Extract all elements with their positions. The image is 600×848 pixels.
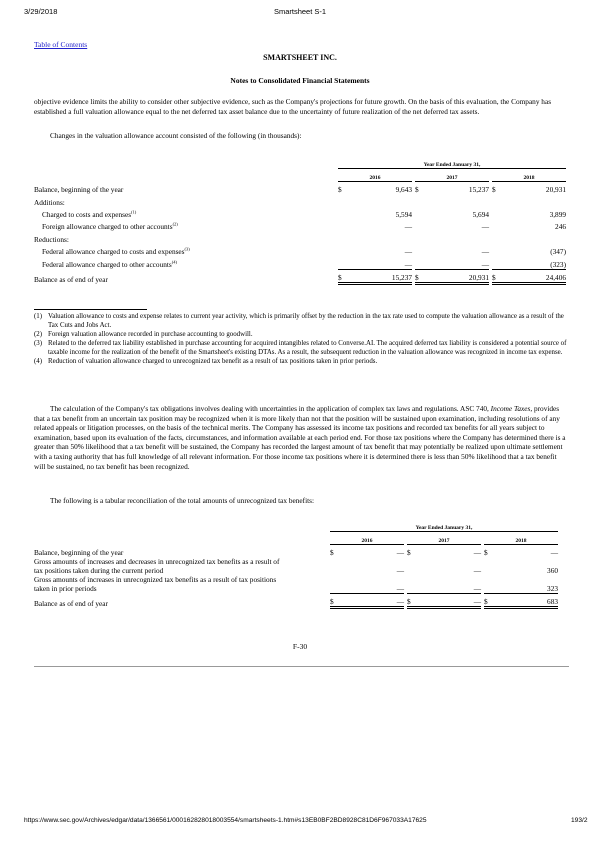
table-row: Balance, beginning of the year $ 9,643 $ 15,237 $ 20,931 bbox=[34, 185, 566, 195]
period-header: Year Ended January 31, bbox=[338, 156, 566, 169]
unrecognized-tax-benefits-table bbox=[34, 519, 558, 609]
table-row-total: Balance as of end of year $ 15,237 $ 20,931 $ 24,406 bbox=[34, 269, 566, 283]
table-row: Federal allowance charged to costs and expenses$^{(3)}$ — — (347) bbox=[42, 246, 566, 257]
paragraph-reconciliation-intro: The following is a tabular reconciliation of the total amounts of unrecognized tax benefits: bbox=[50, 496, 315, 505]
table-row: Gross amounts of increases and decreases in unrecognized tax benefits as a result of tax positions taken during the current period — — 360 bbox=[34, 557, 558, 576]
footnote-item: (3) Related to the deferred tax liability established in purchase accounting for acquired intangibles related to Converse.AI. The acquired deferred tax liability is considered a potential source of taxable income for the realization of the benefit of the Smartsheet's existing DTAs. As a result, the subsequent reduction in the valuation allowance was recognized in income tax expense. bbox=[34, 340, 567, 357]
table-row: Federal allowance charged to other accounts$^{(4)}$ — — (323) bbox=[42, 259, 566, 270]
paragraph-valuation: objective evidence limits the ability to consider other subjective evidence, such as the Company's projections for future growth. On the basis of this evaluation, the Company has established a full valuation allowance equal to the net deferred tax asset balance due to the uncertainty of future realization of the net deferred tax assets. bbox=[34, 97, 552, 116]
footnote-divider bbox=[34, 309, 147, 310]
print-date: 3/29/2018 bbox=[24, 7, 58, 16]
table-row: Reductions: bbox=[34, 234, 69, 244]
section-title: Notes to Consolidated Financial Statements bbox=[230, 76, 370, 85]
page-number: F-30 bbox=[292, 642, 308, 651]
paragraph-changes-intro: Changes in the valuation allowance account consisted of the following (in thousands): bbox=[50, 131, 302, 140]
print-title: Smartsheet S-1 bbox=[273, 7, 327, 16]
footnotes bbox=[34, 312, 568, 367]
table-row: Balance, beginning of the year $ — $ — $ — bbox=[34, 548, 558, 558]
print-page-count: 193/2 bbox=[571, 817, 588, 824]
year-header: 2017 bbox=[415, 169, 489, 182]
period-header: Year Ended January 31, bbox=[330, 519, 558, 532]
print-url: https://www.sec.gov/Archives/edgar/data/1366561/000162828018003554/smartsheets-1.htm#s13EB0BF2BD8928C81D6F967033A17625 bbox=[24, 817, 427, 824]
year-header: 2018 bbox=[484, 532, 558, 545]
year-header: 2018 bbox=[492, 169, 566, 182]
footnote-item: (2) Foreign valuation allowance recorded in purchase accounting to goodwill. bbox=[34, 331, 253, 339]
table-row: Additions: bbox=[34, 197, 65, 207]
table-of-contents-link[interactable]: Table of Contents bbox=[34, 40, 88, 49]
page-divider bbox=[34, 666, 569, 667]
table-row: Gross amounts of increases in unrecognized tax benefits as a result of tax positions taken in prior periods — — 323 bbox=[34, 575, 558, 594]
paragraph-uncertain-tax: The calculation of the Company's tax obligations involves dealing with uncertainties in the application of complex tax laws and regulations. ASC 740, Income Taxes, provides that a tax benefit from an uncertain tax position may be recognized when it is more likely than not that the position will be sustained upon examination, including resolutions of any related appeals or litigation processes, on the basis of the technical merits. The Company has assessed its income tax positions and recorded tax benefits for all years subject to examination, based upon its evaluation of the facts, circumstances, and information available at each period end. For those tax positions where the Company has determined there is a greater than 50% likelihood that a tax benefit will be sustained, the Company has recorded the largest amount of tax benefit that may potentially be realized upon ultimate settlement with a taxing authority that has full knowledge of all relevant information. For those income tax positions where it is determined there is less than 50% likelihood that a tax benefit will be sustained, no tax benefit has been recognized. bbox=[34, 404, 566, 471]
table-row: Foreign allowance charged to other accounts$^{(2)}$ — — 246 bbox=[42, 222, 566, 232]
company-name: SMARTSHEET INC. bbox=[263, 53, 337, 62]
year-header: 2016 bbox=[338, 169, 412, 182]
footnote-item: (1) Valuation allowance to costs and expense relates to current year activity, which is primarily offset by the reduction in the tax rate used to compute the valuation allowance as a result of the Tax Cuts and Jobs Act. bbox=[34, 313, 564, 330]
footnote-item: (4) Reduction of valuation allowance charged to unrecognized tax benefit as a result of tax positions taken in prior periods. bbox=[34, 358, 378, 366]
valuation-allowance-table bbox=[34, 156, 566, 285]
table-row-total: Balance as of end of year $ — $ — $ 683 bbox=[34, 593, 558, 607]
year-header: 2016 bbox=[330, 532, 404, 545]
table-row: Charged to costs and expenses$^{(1)}$ 5,594 5,694 3,899 bbox=[42, 209, 566, 220]
year-header: 2017 bbox=[407, 532, 481, 545]
